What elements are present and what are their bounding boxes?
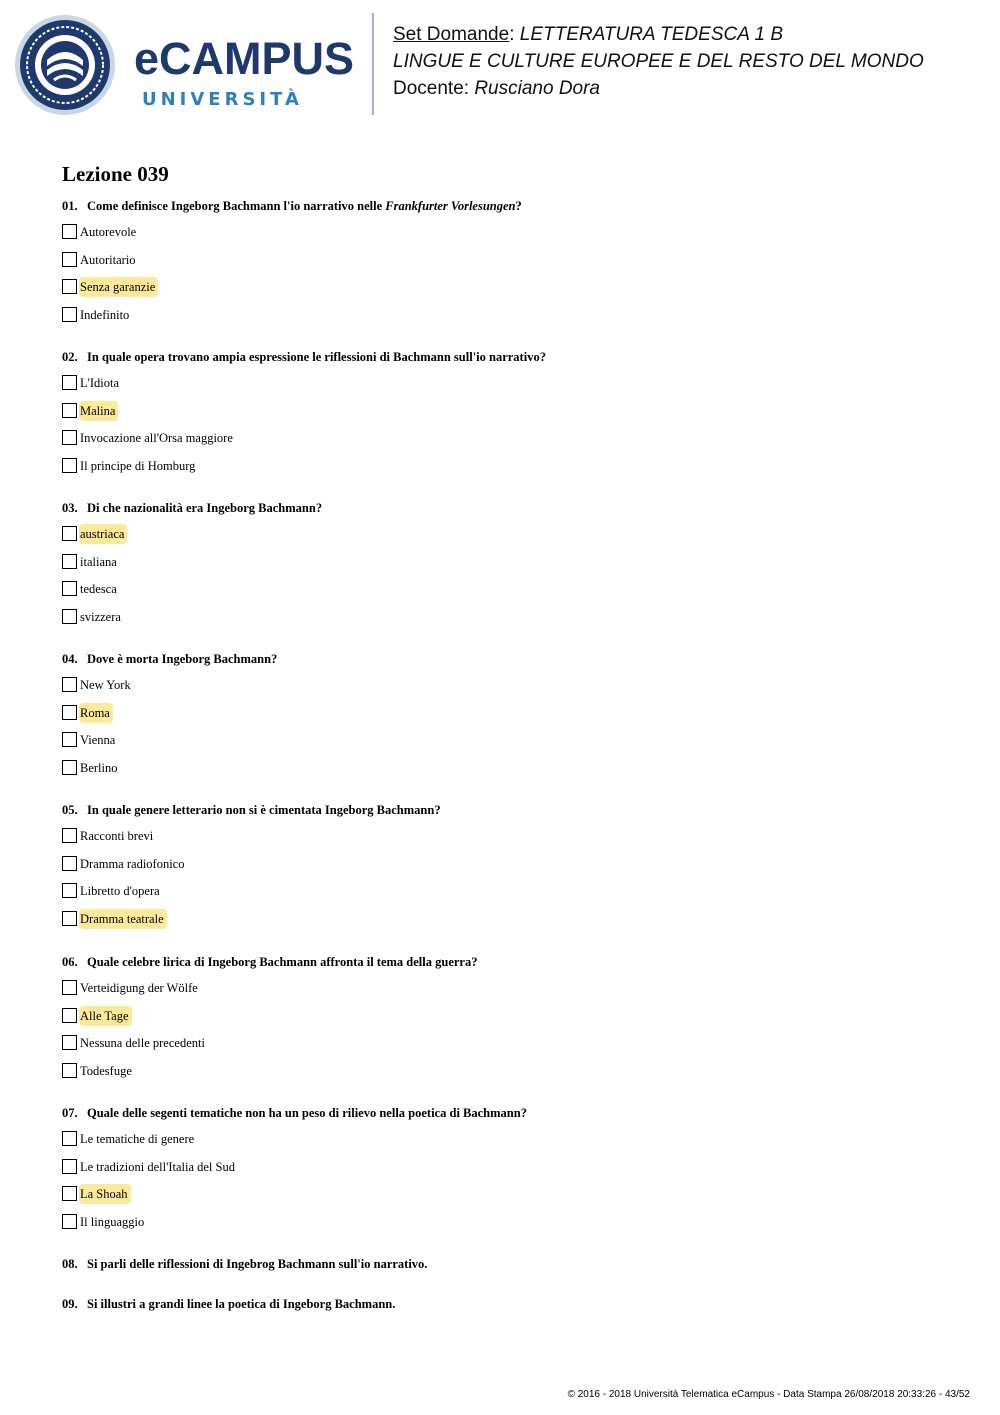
lesson-title: Lezione 039 <box>62 162 169 186</box>
set-line: Set Domande: LETTERATURA TEDESCA 1 B <box>393 24 783 45</box>
question-number: 07. <box>62 1106 78 1120</box>
answer-label: Verteidigung der Wölfe <box>80 981 198 995</box>
answer-label: Autoritario <box>80 252 136 267</box>
answer-label: Todesfuge <box>80 1064 132 1079</box>
set-value: LETTERATURA TEDESCA 1 B <box>519 24 783 45</box>
question-text-content: Quale celebre lirica di Ingeborg Bachmann affronta il tema della guerra? <box>87 955 478 969</box>
answer-label: Dramma radiofonico <box>80 856 185 871</box>
answer-checkbox[interactable] <box>62 224 77 239</box>
answer-label: italiana <box>80 554 117 569</box>
answer-label: Il principe di Homburg <box>80 459 196 474</box>
answer-checkbox[interactable] <box>62 760 77 775</box>
answer-checkbox[interactable] <box>62 732 77 747</box>
answer-checkbox[interactable] <box>62 430 77 445</box>
question-text-part: ? <box>515 199 522 213</box>
question-text <box>62 500 322 516</box>
answer-checkbox[interactable] <box>62 705 77 720</box>
logo-wordmark: eCAMPUS <box>134 33 355 84</box>
answer-label: Autorevole <box>80 225 137 239</box>
answer-checkbox[interactable] <box>62 375 77 390</box>
question-text-content: Si parli delle riflessioni di Ingebrog Bachmann sull'io narrativo. <box>87 1257 428 1271</box>
question-number: 08. <box>62 1257 78 1271</box>
teacher-name: Rusciano Dora <box>474 78 600 99</box>
answer-label-highlighted: La Shoah <box>79 1184 131 1204</box>
question-number: 05. <box>62 803 78 817</box>
answer-checkbox[interactable] <box>62 677 77 692</box>
answer-label: Nessuna delle precedenti <box>80 1036 205 1051</box>
question-text <box>62 1105 527 1121</box>
answer-checkbox[interactable] <box>62 883 77 898</box>
ecampus-logo <box>14 14 359 116</box>
question-number: 06. <box>62 955 78 969</box>
answer-label: Le tematiche di genere <box>80 1132 195 1146</box>
question-text-content: Dove è morta Ingeborg Bachmann? <box>87 652 278 666</box>
answer-checkbox[interactable] <box>62 1186 77 1201</box>
question-number: 04. <box>62 652 78 666</box>
answer-label-highlighted: Malina <box>79 401 118 421</box>
answer-label: Il linguaggio <box>80 1215 145 1230</box>
logo-subtitle: UNIVERSITÀ <box>142 89 303 110</box>
question-text <box>62 1256 427 1272</box>
answer-checkbox[interactable] <box>62 609 77 624</box>
question-text <box>62 349 546 365</box>
answer-checkbox[interactable] <box>62 828 77 843</box>
question-text-part: Come definisce Ingeborg Bachmann l'io narrativo nelle <box>87 199 386 213</box>
answer-label: Vienna <box>80 733 116 748</box>
answer-label: Indefinito <box>80 308 130 323</box>
answer-checkbox[interactable] <box>62 526 77 541</box>
answer-checkbox[interactable] <box>62 1035 77 1050</box>
question-text-content: In quale genere letterario non si è cimentata Ingeborg Bachmann? <box>87 803 441 817</box>
answer-checkbox[interactable] <box>62 581 77 596</box>
answer-label-highlighted: austriaca <box>79 524 127 544</box>
page-header <box>0 0 1000 125</box>
answer-label: svizzera <box>80 610 121 625</box>
ecampus-seal-icon <box>14 14 116 116</box>
answer-label: Berlino <box>80 761 118 776</box>
question-text-content: In quale opera trovano ampia espressione le riflessioni di Bachmann sull'io narrativo? <box>87 350 546 364</box>
header-divider <box>372 13 374 115</box>
question-text <box>62 954 477 970</box>
answer-checkbox[interactable] <box>62 554 77 569</box>
answer-checkbox[interactable] <box>62 458 77 473</box>
question-text <box>62 651 277 667</box>
set-label: Set Domande <box>393 24 510 45</box>
answer-label-highlighted: Dramma teatrale <box>79 909 167 929</box>
question-text-part: Frankfurter Vorlesungen <box>385 199 516 213</box>
question-text <box>62 802 441 818</box>
question-text-content: Si illustri a grandi linee la poetica di Ingeborg Bachmann. <box>87 1297 396 1311</box>
answer-checkbox[interactable] <box>62 856 77 871</box>
answer-checkbox[interactable] <box>62 403 77 418</box>
answer-checkbox[interactable] <box>62 307 77 322</box>
page-footer: © 2016 - 2018 Università Telematica eCampus - Data Stampa 26/08/2018 20:33:26 - 43/52 <box>567 1389 970 1400</box>
answer-checkbox[interactable] <box>62 1063 77 1078</box>
answer-checkbox[interactable] <box>62 911 77 926</box>
question-number: 09. <box>62 1297 78 1311</box>
answer-checkbox[interactable] <box>62 279 77 294</box>
teacher-line <box>393 75 924 102</box>
answer-label-highlighted: Alle Tage <box>79 1006 132 1026</box>
answer-label: Libretto d'opera <box>80 884 160 899</box>
answer-label: Racconti brevi <box>80 829 154 843</box>
answer-checkbox[interactable] <box>62 252 77 267</box>
answer-checkbox[interactable] <box>62 1008 77 1023</box>
answer-label: L'Idiota <box>80 376 120 390</box>
answer-label: Le tradizioni dell'Italia del Sud <box>80 1159 235 1174</box>
answer-checkbox[interactable] <box>62 1131 77 1146</box>
answer-label-highlighted: Roma <box>79 703 113 723</box>
question-number: 01. <box>62 199 78 213</box>
question-text <box>62 198 522 214</box>
question-number: 03. <box>62 501 78 515</box>
answer-checkbox[interactable] <box>62 1214 77 1229</box>
course-name: LINGUE E CULTURE EUROPEE E DEL RESTO DEL MONDO <box>393 51 924 72</box>
teacher-label: Docente: <box>393 78 470 99</box>
set-info <box>393 21 924 102</box>
answer-checkbox[interactable] <box>62 980 77 995</box>
answer-label: Invocazione all'Orsa maggiore <box>80 431 233 446</box>
answer-label: tedesca <box>80 582 117 597</box>
question-number: 02. <box>62 350 78 364</box>
question-text-content: Di che nazionalità era Ingeborg Bachmann? <box>87 501 323 515</box>
answer-label: New York <box>80 678 131 692</box>
answer-checkbox[interactable] <box>62 1159 77 1174</box>
question-text-content: Quale delle segenti tematiche non ha un peso di rilievo nella poetica di Bachmann? <box>87 1106 527 1120</box>
answer-label-highlighted: Senza garanzie <box>79 277 158 297</box>
question-text <box>62 1296 395 1312</box>
